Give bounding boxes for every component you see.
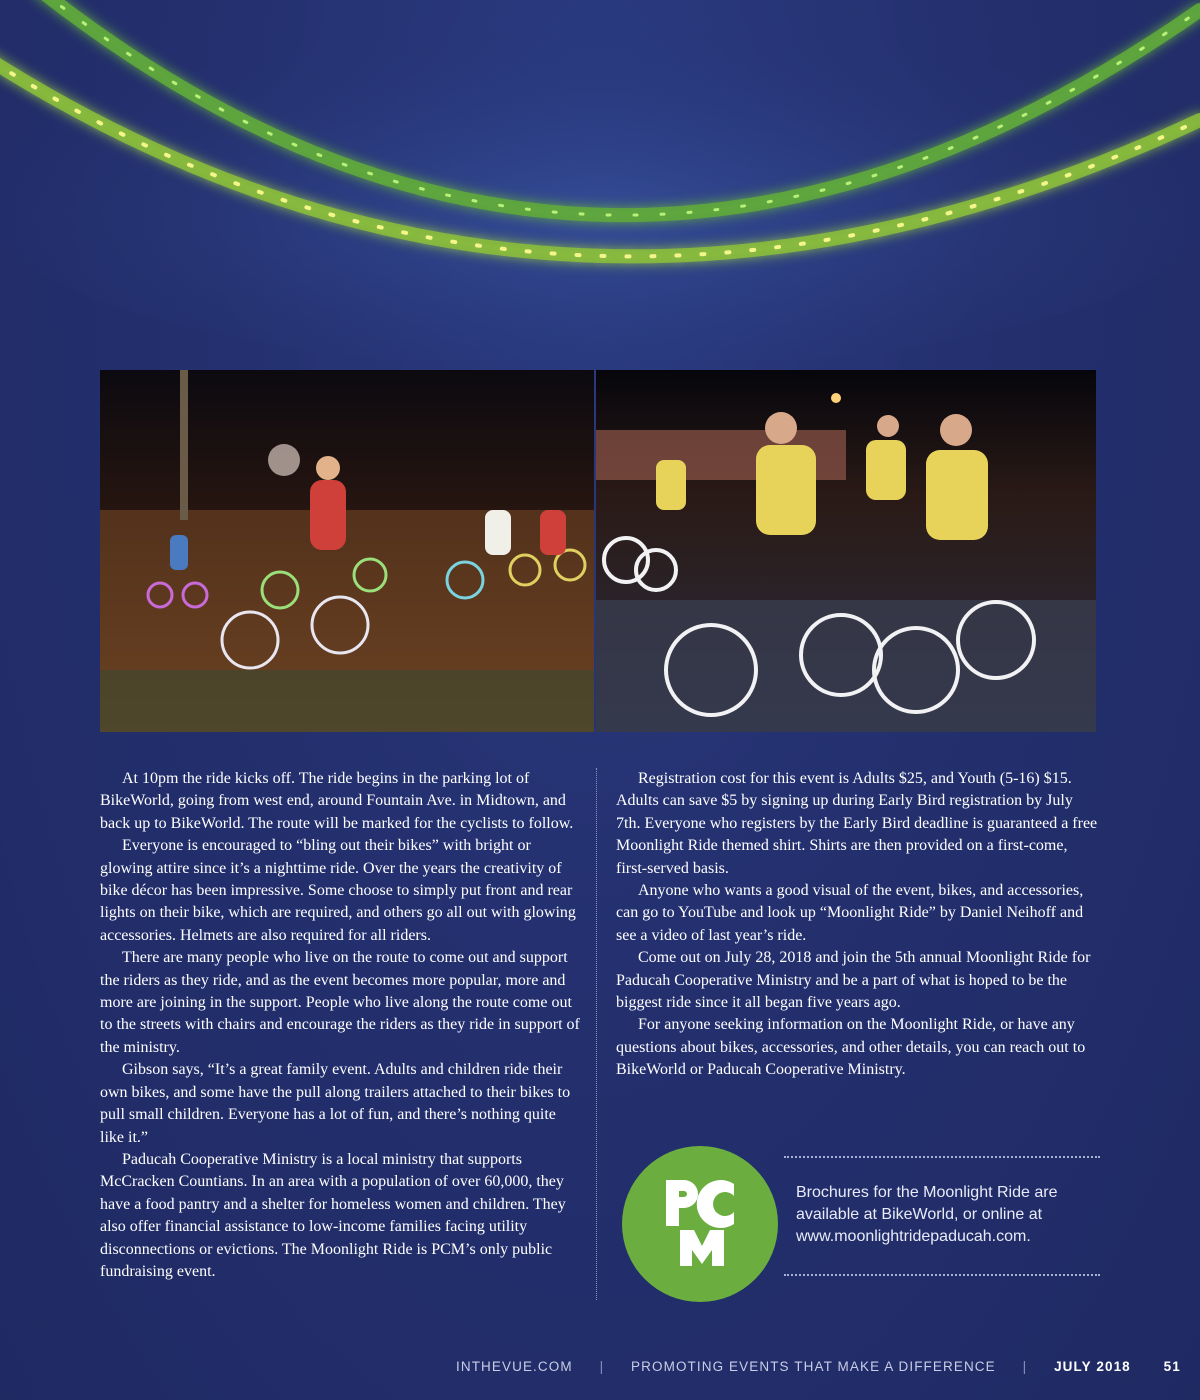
article-paragraph: Everyone is encouraged to “bling out their bikes” with bright or glowing attire since it’s a nighttime ride. Over the years the creativity of bike décor has been impressive. Some choose to simply put front and rear lights on their bike, which are required, and others go all out with glowing accessories. Helmets are also required for all riders. — [100, 837, 576, 944]
page-number: 51 — [1163, 1358, 1181, 1374]
footer-tagline: PROMOTING EVENTS THAT MAKE A DIFFERENCE — [631, 1358, 996, 1374]
article-paragraph: Anyone who wants a good visual of the event, bikes, and accessories, can go to YouTube and look up “Moonlight Ride” by Daniel Neihoff and see a video of last year’s ride. — [616, 882, 1084, 944]
article-paragraph: For anyone seeking information on the Moonlight Ride, or have any questions about bikes, accessories, and other details, you can reach out to BikeWorld or Paducah Cooperative Ministry. — [616, 1016, 1086, 1079]
article-paragraph: Registration cost for this event is Adults $25, and Youth (5-16) $15. Adults can save $5 by signing up during Early Bird registration by July 7th. Everyone who registers by the Early Bird deadline is guaranteed a free Moonlight Ride themed shirt. Shirts are then provided on a first-come, first-served basis. — [616, 770, 1098, 877]
sidebar-rule-top — [784, 1156, 1100, 1158]
column-divider — [596, 768, 597, 1300]
string-lights-decoration — [0, 0, 1200, 360]
footer-separator: | — [599, 1358, 605, 1374]
article-column-right — [616, 768, 1100, 1082]
article-paragraph: Paducah Cooperative Ministry is a local ministry that supports McCracken Countians. In an area with a population of over 60,000, they have a food pantry and a shelter for homeless women and children. They also offer financial assistance to low-income families facing utility disconnections or evictions. The Moonlight Ride is PCM’s only public fundraising event. — [100, 1150, 566, 1280]
article-paragraph: There are many people who live on the route to come out and support the riders as they ride, and as the event becomes more popular, more and more are joining in the support. People who live along the route come out to the streets with chairs and encourage the riders as they ride in support of the ministry. — [100, 949, 580, 1056]
photo-family-cyclists — [100, 370, 594, 732]
footer-site: INTHEVUE.COM — [456, 1358, 573, 1374]
sidebar-rule-bottom — [784, 1274, 1100, 1276]
page-footer — [456, 1358, 1181, 1378]
pcm-logo — [622, 1146, 778, 1302]
article-paragraph: Gibson says, “It’s a great family event. Adults and children ride their own bikes, and some have the pull along trailers attached to their bikes to pull small children. Everyone has a lot of fun, and there’s nothing quite like it.” — [100, 1061, 571, 1146]
article-paragraph: Come out on July 28, 2018 and join the 5th annual Moonlight Ride for Paducah Cooperative Ministry and be a part of what is hoped to be the biggest ride since it all began five years ago. — [616, 949, 1091, 1012]
photo-strip — [100, 370, 1096, 732]
article-paragraph: At 10pm the ride kicks off. The ride begins in the parking lot of BikeWorld, going from west end, around Fountain Ave. in Midtown, and back up to BikeWorld. The route will be marked for the cyclists to follow. — [100, 770, 574, 832]
photo-adult-cyclists — [596, 370, 1096, 732]
footer-separator: | — [1022, 1358, 1028, 1374]
footer-issue: JULY 2018 — [1054, 1358, 1131, 1374]
brochure-info: Brochures for the Moonlight Ride are available at BikeWorld, or online at www.moonlightridepaducah.com. — [796, 1184, 1058, 1245]
article-column-left — [100, 768, 580, 1283]
